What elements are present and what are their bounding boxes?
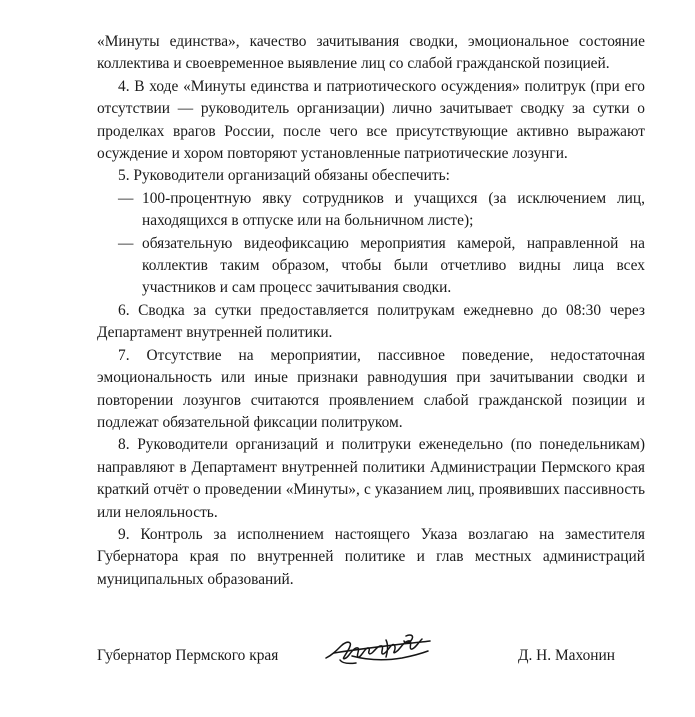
signatory-name: Д. Н. Махонин [517,647,615,664]
paragraph-item-9: 9. Контроль за исполнением настоящего Указа возлагаю на заместителя Губернатора края по внутренней политике и глав местных администраций муниципальных образований. [97,525,645,588]
paragraph-item-7: 7. Отсутствие на мероприятии, пассивное поведение, недостаточная эмоциональность или иные признаки равнодушия при зачитывании сводки и повторении лозунгов считаются проявлением слабой гражданской позиции и подлежат обязательной фиксации политруком. [97,346,645,431]
dash-marker: — [118,234,134,252]
list-item-video [97,233,645,300]
handwritten-signature-icon [322,630,434,670]
list-item-text: обязательную видеофиксацию мероприятия камерой, направленной на коллектив таким образом, чтобы были отчетливо видны лица всех участников и сам процесс зачитывания сводки. [142,234,645,297]
dash-marker: — [118,189,134,207]
paragraph-item-6: 6. Сводка за сутки предоставляется политрукам ежедневно до 08:30 через Департамент внутренней политики. [97,301,645,342]
paragraph-continuation: «Минуты единства», качество зачитывания сводки, эмоциональное состояние коллектива и своевременное выявление лиц со слабой гражданской позицией. [97,33,645,73]
list-item-attendance [97,188,645,233]
paragraph-item-4: 4. В ходе «Минуты единства и патриотического осуждения» политрук (при его отсутствии — руководитель организации) лично зачитывает сводку за сутки о проделках врагов России, после чего все присутствующие активно выражают осуждение и хором повторяют установленные патриотические лозунги. [97,77,645,163]
paragraph-item-5: 5. Руководители организаций обязаны обеспечить: [118,167,450,185]
paragraph-item-8: 8. Руководители организаций и политруки еженедельно (по понедельникам) направляют в Департамент внутренней политики Администрации Пермского края краткий отчёт о проведении «Минуты», с указанием лиц, проявивших пассивность или нелояльность. [97,436,645,521]
list-item-text: 100-процентную явку сотрудников и учащихся (за исключением лиц, находящихся в отпуске или на больничном листе); [142,189,645,230]
signatory-title: Губернатор Пермского края [97,647,279,664]
document-body [97,31,645,591]
